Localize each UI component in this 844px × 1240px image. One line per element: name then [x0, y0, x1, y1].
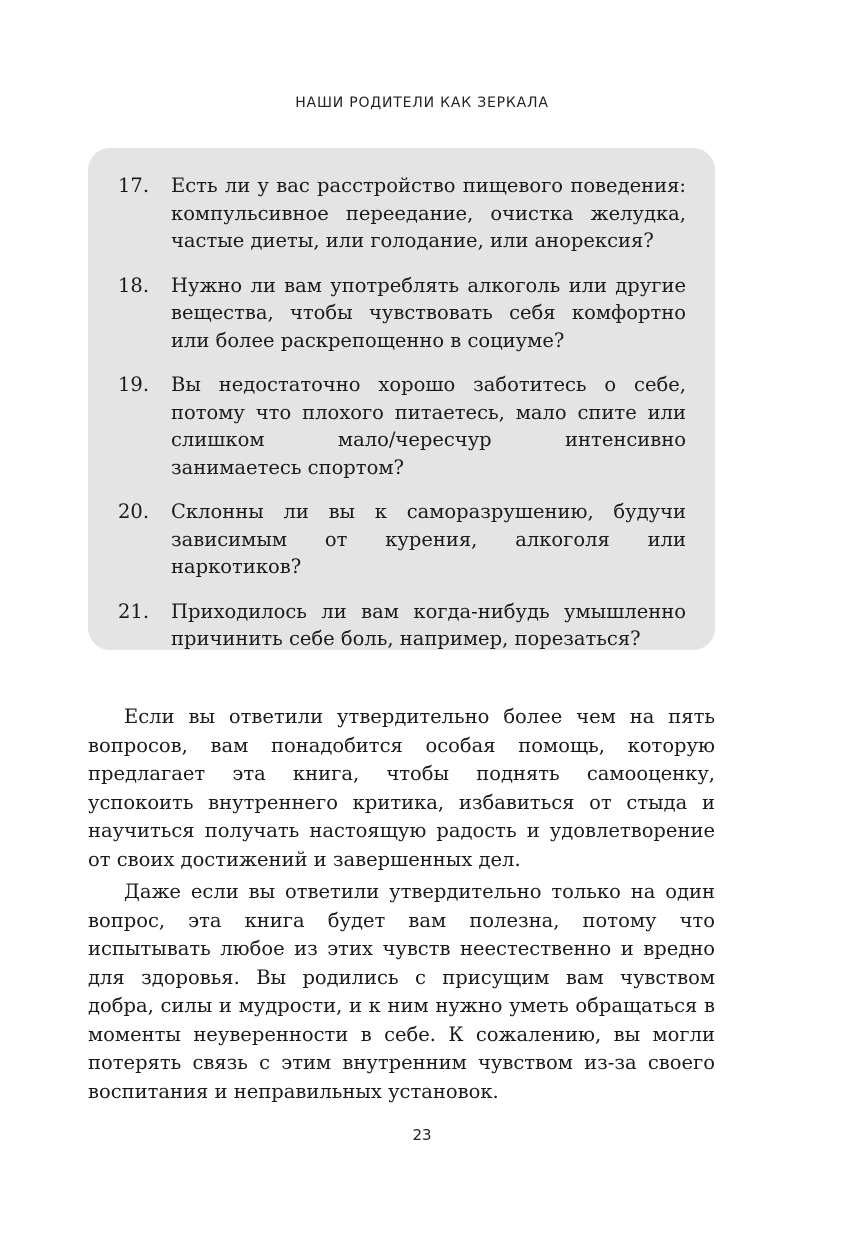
question-number: 18.: [118, 273, 150, 297]
question-text: Склонны ли вы к саморазрушению, будучи зависимым от курения, алкоголя или наркотиков?: [171, 500, 686, 578]
question-text: Есть ли у вас расстройство пищевого поведения: компульсивное переедание, очистка желудка, частые диеты, или голодание, или анорексия?: [171, 174, 686, 252]
question-number: 20.: [118, 500, 150, 523]
paragraph: Даже если вы ответили утвердительно только на один вопрос, эта книга будет вам полезна, потому что испытывать любое из этих чувств неестественно и вредно для здоровья. Вы родились с присущим вам чувством добра, силы и мудрости, и к ним нужно уметь обращаться в моменты неуверенности в себе. К сожалению, вы могли потерять связь с этим внутренним чувством из-за своего воспитания и неправильных установок.: [88, 880, 715, 1103]
page-number: 23: [412, 1126, 432, 1144]
question-text: Приходилось ли вам когда-нибудь умышленно причинить себе боль, например, порезаться?: [171, 599, 686, 650]
question-item: [118, 172, 686, 255]
question-item: [118, 272, 686, 355]
question-list: [118, 172, 686, 670]
question-item: [118, 498, 686, 581]
question-text: Нужно ли вам употреблять алкоголь или другие вещества, чтобы чувствовать себя комфортно или более раскрепощенно в социуме?: [171, 273, 686, 352]
running-header: НАШИ РОДИТЕЛИ КАК ЗЕРКАЛА: [295, 95, 549, 111]
question-number: 21.: [118, 599, 150, 623]
paragraph: Если вы ответили утвердительно более чем на пять вопросов, вам понадобится особая помощь, которую предлагает эта книга, чтобы поднять самооценку, успокоить внутреннего критика, избавиться от стыда и научиться получать настоящую радость и удовлетворение от своих достижений и завершенных дел.: [88, 705, 715, 871]
question-text: Вы недостаточно хорошо заботитесь о себе, потому что плохого питаетесь, мало спите или слишком мало/чересчур интенсивно занимаетесь спортом?: [171, 373, 686, 479]
question-number: 17.: [118, 174, 150, 197]
body-text: [88, 703, 715, 1110]
question-item: [118, 598, 686, 653]
question-number: 19.: [118, 373, 150, 396]
question-item: [118, 371, 686, 481]
